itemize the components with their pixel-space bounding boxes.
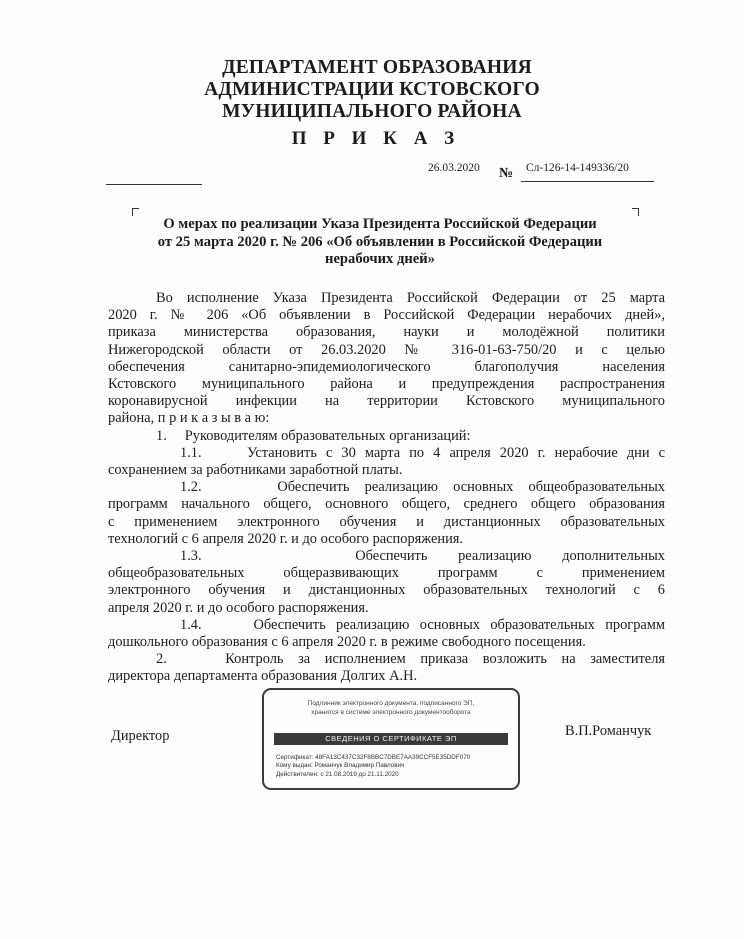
body-line: общеобразовательных общеразвивающих программ с применением	[108, 565, 665, 582]
stamp-certificate-band: СВЕДЕНИЯ О СЕРТИФИКАТЕ ЭП	[274, 733, 508, 745]
body-line: электронного обучения и дистанционных образовательных технологий с 6	[108, 582, 665, 599]
header-line-3: МУНИЦИПАЛЬНОГО РАЙОНА	[222, 101, 522, 122]
list-item-2: 2. Контроль за исполнением приказа возложить на заместителя	[156, 651, 665, 668]
document-date: 26.03.2020	[428, 162, 480, 174]
document-body	[108, 290, 665, 686]
subject-line-3: нерабочих дней»	[325, 251, 435, 267]
body-line: дошкольного образования с 6 апреля 2020 г. в режиме свободного посещения.	[108, 634, 586, 651]
signatory-position: Директор	[111, 728, 170, 744]
subject-line-1: О мерах по реализации Указа Президента Российской Федерации	[163, 216, 597, 232]
document-subject	[120, 216, 640, 269]
body-line: программ начального общего, основного общего, среднего общего образования	[108, 496, 665, 513]
signatory-name: В.П.Романчук	[565, 723, 652, 739]
body-line: 2020 г. № 206 «Об объявлении в Российской Федерации нерабочих дней»,	[108, 307, 665, 324]
subject-corner-right	[632, 208, 639, 216]
list-item-1-4: 1.4. Обеспечить реализацию основных образовательных программ	[180, 616, 665, 633]
body-line: директора департамента образования Долгих А.Н.	[108, 668, 418, 685]
document-type-title: П Р И К А З	[291, 128, 461, 149]
intro-end: района,	[108, 410, 155, 427]
body-line	[108, 410, 665, 427]
number-sign: №	[499, 166, 514, 181]
subject-corner-left	[132, 208, 139, 216]
stamp-header-line-1: Подлинник электронного документа, подписанного ЭП,	[307, 700, 475, 707]
body-line: технологий с 6 апреля 2020 г. и до особого распоряжения.	[108, 530, 464, 547]
header-line-2: АДМИНИСТРАЦИИ КСТОВСКОГО	[204, 79, 540, 100]
stamp-certificate: Сертификат: 48FA13C437C32F8BBC7DBE7AA39CCF5E35DDF070	[276, 754, 471, 761]
list-item-1-1: 1.1. Установить с 30 марта по 4 апреля 2020 г. нерабочие дни с	[180, 444, 665, 461]
list-item-1: 1. Руководителям образовательных организаций:	[156, 427, 471, 444]
stamp-details	[276, 754, 470, 779]
body-line: с применением электронного обучения и дистанционных образовательных	[108, 513, 665, 530]
document-number: Сл-126-14-149336/20	[526, 162, 629, 174]
stamp-header	[264, 700, 518, 717]
body-line: Нижегородской области от 26.03.2020 № 316-01-63-750/20 и с целью	[108, 341, 665, 358]
body-line: Кстовского муниципального района и предупреждения распространения	[108, 376, 665, 393]
list-item-1-2: 1.2. Обеспечить реализацию основных общеобразовательных	[180, 479, 665, 496]
header-line-1: ДЕПАРТАМЕНТ ОБРАЗОВАНИЯ	[222, 57, 532, 78]
body-line: сохранением за работниками заработной платы.	[108, 462, 403, 479]
electronic-signature-stamp	[262, 688, 520, 790]
stamp-validity: Действителен: с 21.08.2019 до 21.11.2020	[276, 770, 399, 778]
body-line: приказа министерства образования, науки и молодёжной политики	[108, 324, 665, 341]
order-word: п р и к а з ы в а ю:	[157, 410, 270, 427]
body-line: коронавирусной инфекции на территории Кстовского муниципального	[108, 393, 665, 410]
blank-line-left	[106, 184, 202, 185]
body-line: апреля 2020 г. и до особого распоряжения.	[108, 599, 369, 616]
body-line: Во исполнение Указа Президента Российской Федерации от 25 марта	[156, 290, 665, 306]
list-item-1-3: 1.3. Обеспечить реализацию дополнительных	[180, 548, 665, 565]
organization-header	[0, 57, 744, 123]
subject-line-2: от 25 марта 2020 г. № 206 «Об объявлении в Российской Федерации	[157, 233, 603, 250]
body-line: обеспечения санитарно-эпидемиологического благополучия населения	[108, 358, 665, 375]
stamp-header-line-2: хранится в системе электронного документооборота	[311, 708, 471, 716]
number-underline	[521, 181, 654, 182]
stamp-owner: Кому выдан: Романчук Владимир Павлович	[276, 762, 405, 770]
